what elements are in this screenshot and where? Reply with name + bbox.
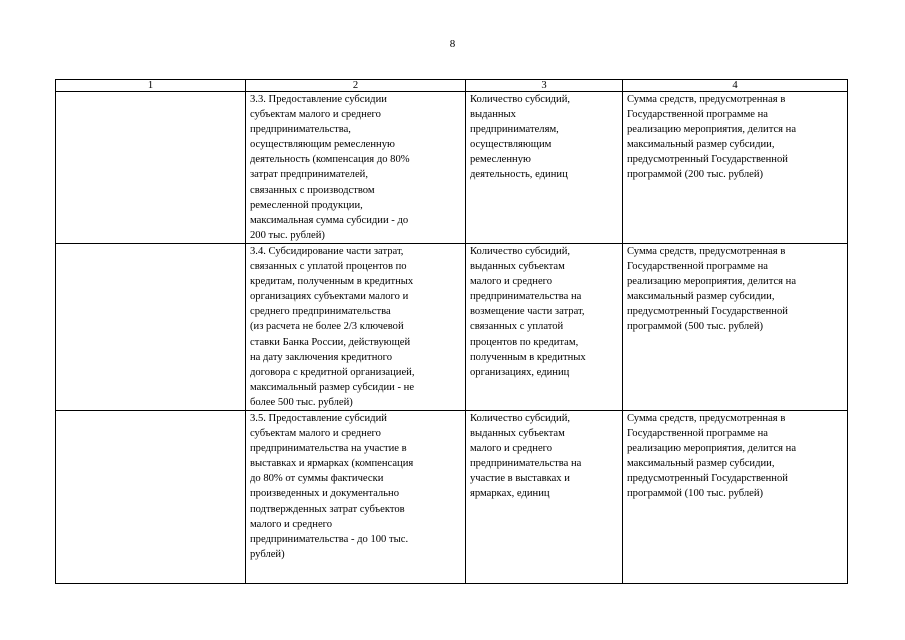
cell-line: Сумма средств, предусмотренная в: [627, 412, 786, 424]
row-number-cell: [56, 410, 246, 583]
cell-line: субъектам малого и среднего: [250, 428, 381, 440]
cell-line: Количество субсидий,: [470, 94, 571, 105]
cell-line: максимальный размер субсидии,: [627, 291, 775, 303]
row-number-cell: [56, 243, 246, 410]
indicator-cell: [466, 410, 623, 583]
indicator-cell: [466, 92, 623, 244]
page-number: 8: [449, 38, 456, 50]
cell-line: субъектам малого и среднего: [250, 109, 381, 121]
column-header-4: 4: [623, 80, 848, 92]
cell-line: Количество субсидий,: [470, 412, 571, 424]
cell-line: предусмотренный Государственной: [627, 306, 788, 318]
cell-line: малого и среднего: [470, 443, 553, 455]
cell-line: малого и среднего: [470, 276, 553, 288]
cell-line: среднего предпринимательства: [250, 306, 391, 318]
cell-line: связанных с производством: [250, 184, 375, 196]
cell-line: Государственной программе на: [627, 428, 768, 440]
cell-line: Количество субсидий,: [470, 245, 571, 257]
cell-line: малого и среднего: [250, 518, 333, 530]
cell-line: выставках и ярмарках (компенсация: [250, 458, 414, 470]
cell-line: договора с кредитной организацией,: [250, 366, 415, 378]
cell-line: на дату заключения кредитного: [250, 351, 393, 363]
measure-description-cell: [246, 410, 466, 583]
cell-line: затрат предпринимателей,: [250, 169, 368, 181]
calculation-method-cell: [623, 410, 848, 583]
cell-line: реализацию мероприятия, делится на: [627, 443, 797, 455]
cell-line: предпринимательства на: [470, 458, 582, 470]
cell-line: максимальный размер субсидии,: [627, 139, 775, 151]
cell-line: максимальный размер субсидии,: [627, 458, 775, 470]
measure-description-cell: [246, 243, 466, 410]
cell-line: деятельность, единиц: [470, 169, 568, 181]
cell-line: предпринимательства - до 100 тыс.: [250, 533, 409, 545]
cell-line: выданных: [470, 109, 516, 121]
cell-line: произведенных и документально: [250, 488, 399, 500]
cell-line: возмещение части затрат,: [470, 306, 585, 318]
cell-line: 3.4. Субсидирование части затрат,: [250, 245, 404, 257]
cell-line: 3.3. Предоставление субсидии: [250, 94, 387, 105]
cell-line: Государственной программе на: [627, 261, 768, 273]
cell-line: процентов по кредитам,: [470, 336, 579, 348]
cell-line: Сумма средств, предусмотренная в: [627, 245, 786, 257]
cell-line: осуществляющим: [470, 139, 552, 151]
cell-line: предпринимательства,: [250, 124, 351, 136]
column-header-1: 1: [56, 80, 246, 92]
cell-line: организациях субъектами малого и: [250, 291, 409, 303]
cell-line: Сумма средств, предусмотренная в: [627, 94, 786, 105]
table-row: [56, 92, 848, 244]
cell-line: участие в выставках и: [470, 473, 570, 485]
cell-line: реализацию мероприятия, делится на: [627, 124, 797, 136]
cell-line: ремесленную: [470, 154, 531, 166]
measure-description-cell: [246, 92, 466, 244]
column-header-3: 3: [466, 80, 623, 92]
cell-line: программой (500 тыс. рублей): [627, 321, 764, 333]
cell-line: максимальный размер субсидии - не: [250, 381, 415, 393]
cell-line: связанных с уплатой: [470, 321, 564, 333]
cell-line: программой (100 тыс. рублей): [627, 488, 764, 500]
cell-line: 200 тыс. рублей): [250, 229, 325, 241]
cell-line: деятельность (компенсация до 80%: [250, 154, 410, 166]
cell-line: (из расчета не более 2/3 ключевой: [250, 321, 404, 333]
cell-line: предпринимательства на: [470, 291, 582, 303]
indicator-cell: [466, 243, 623, 410]
cell-line: до 80% от суммы фактически: [250, 473, 384, 485]
cell-line: предпринимателям,: [470, 124, 559, 136]
measures-table: [55, 79, 848, 584]
cell-line: ярмарках, единиц: [470, 488, 550, 500]
cell-line: более 500 тыс. рублей): [250, 396, 353, 408]
cell-line: связанных с уплатой процентов по: [250, 261, 407, 273]
cell-line: 3.5. Предоставление субсидий: [250, 412, 387, 424]
cell-line: предусмотренный Государственной: [627, 473, 788, 485]
cell-line: подтвержденных затрат субъектов: [250, 503, 405, 515]
table-row: [56, 410, 848, 583]
calculation-method-cell: [623, 243, 848, 410]
row-number-cell: [56, 92, 246, 244]
cell-line: реализацию мероприятия, делится на: [627, 276, 797, 288]
table-row: [56, 243, 848, 410]
column-header-2: 2: [246, 80, 466, 92]
cell-line: выданных субъектам: [470, 261, 565, 273]
header-row: [56, 80, 848, 92]
cell-line: полученным в кредитных: [470, 351, 586, 363]
cell-line: Государственной программе на: [627, 109, 768, 121]
cell-line: организациях, единиц: [470, 366, 570, 378]
cell-line: ремесленной продукции,: [250, 199, 363, 211]
cell-line: осуществляющим ремесленную: [250, 139, 395, 151]
cell-line: ставки Банка России, действующей: [250, 336, 411, 348]
calculation-method-cell: [623, 92, 848, 244]
cell-line: кредитам, полученным в кредитных: [250, 276, 414, 288]
cell-line: рублей): [250, 548, 285, 560]
cell-line: предпринимательства на участие в: [250, 443, 407, 455]
cell-line: выданных субъектам: [470, 428, 565, 440]
cell-line: максимальная сумма субсидии - до: [250, 214, 409, 226]
cell-line: предусмотренный Государственной: [627, 154, 788, 166]
cell-line: программой (200 тыс. рублей): [627, 169, 764, 181]
